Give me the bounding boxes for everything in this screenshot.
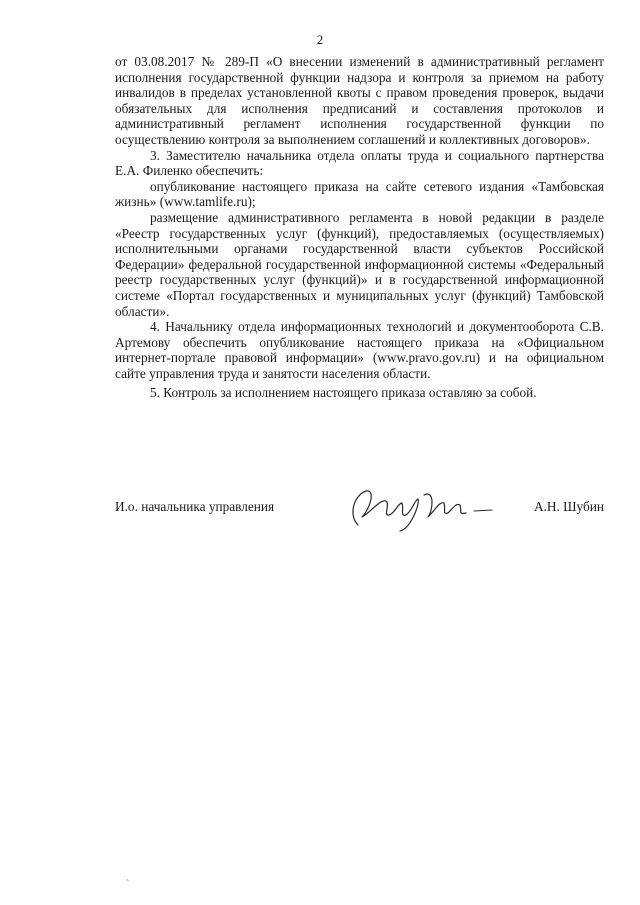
document-body: [115, 54, 604, 401]
scan-speck: `: [126, 879, 130, 890]
signatory-name: А.Н. Шубин: [533, 499, 604, 514]
page-number: 2: [316, 32, 324, 47]
paragraph-publication: опубликование настоящего приказа на сайте сетевого издания «Тамбовская жизнь» (www.tamlife.ru);: [115, 178, 604, 210]
paragraph-item-3: 3. Заместителю начальника отдела оплаты труда и социального партнерства Е.А. Филенко обеспечить:: [115, 147, 604, 179]
paragraph-order-reference: от 03.08.2017 № 289-П «О внесении изменений в административный регламент исполнения государственной функции надзора и контроля за приемом на работу инвалидов в пределах установленной квоты с правом проведения проверок, выдачи обязательных для исполнения предписаний и составления протоколов и административный регламент исполнения государственной функции по осуществлению контроля за выполнением соглашений и коллективных договоров».: [115, 54, 604, 147]
paragraph-registry: размещение административного регламента в новой редакции в разделе «Реестр государственных услуг (функций), предоставляемых (осуществляемых) исполнительными органами государственной власти субъектов Российской Федерации» федеральной государственной информационной системы «Федеральный реестр государственных услуг (функций)» и в государственной информационной системе «Портал государственных и муниципальных услуг (функций) Тамбовской области».: [115, 209, 604, 319]
signature-block: [115, 499, 604, 539]
handwritten-signature: [340, 485, 510, 533]
paragraph-item-4: 4. Начальнику отдела информационных технологий и документооборота С.В. Артемову обеспечить опубликование настоящего приказа на «Официальном интернет-портале правовой информации» (www.pravo.gov.ru) и на официальном сайте управления труда и занятости населения области.: [115, 319, 604, 381]
signatory-role: И.о. начальника управления: [115, 499, 275, 514]
paragraph-item-5: 5. Контроль за исполнением настоящего приказа оставляю за собой.: [150, 385, 537, 401]
